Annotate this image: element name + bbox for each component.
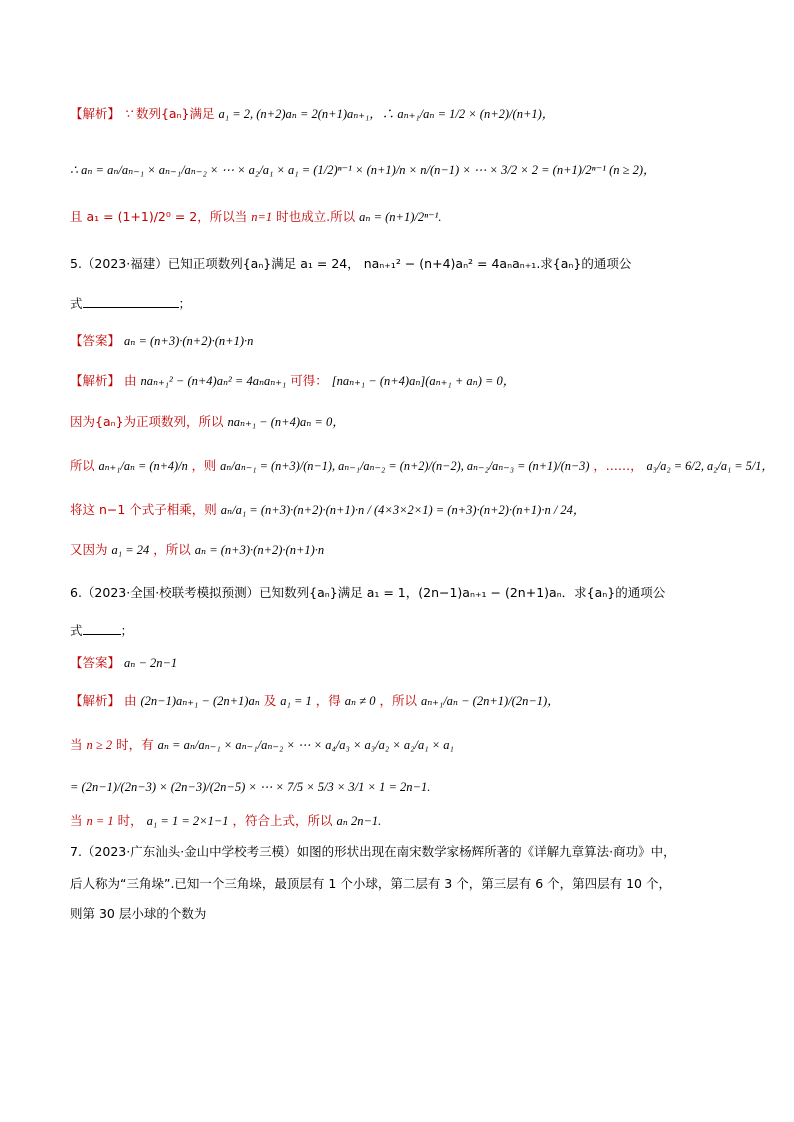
q6-s2-c: 时，有 bbox=[116, 737, 154, 752]
q6-s1-e: ，得 bbox=[315, 693, 341, 708]
q6-s4-a: 当 bbox=[70, 813, 83, 828]
q5-answer: aₙ = (n+3)·(n+2)·(n+1)·n bbox=[124, 334, 254, 348]
p4-line-2 bbox=[70, 160, 656, 180]
q5-s3-formula-d: aₙ/aₙ₋₁ = (n+3)/(n−1), aₙ₋₁/aₙ₋₂ = (n+2)/(n−2), aₙ₋₂/aₙ₋₃ = (n+1)/(n−3) bbox=[220, 459, 590, 473]
q6-s2-a: 当 bbox=[70, 737, 83, 752]
q6-s1-d: a₁ = 1 bbox=[280, 694, 312, 708]
q5-stem-line-2 bbox=[70, 294, 191, 314]
q5-solution-line-2 bbox=[70, 412, 345, 432]
q6-answer-blank bbox=[83, 622, 121, 635]
q5-s3-ellipsis: ，……， bbox=[593, 458, 643, 473]
q6-answer: aₙ − 2n−1 bbox=[124, 656, 178, 670]
q6-s4-c: 时， bbox=[117, 813, 143, 828]
q5-s1-text-c: 可得： bbox=[290, 373, 328, 388]
p4-product-formula: ∴ aₙ = aₙ/aₙ₋₁ × aₙ₋₁/aₙ₋₂ × ⋯ × a₂/a₁ × a₁ = (1/2)ⁿ⁻¹ × (n+1)/n × n/(n−1) × ⋯ × 3/2 × 2 = (n+1)/2ⁿ⁻¹ (n ≥ 2)， bbox=[70, 163, 656, 177]
q6-s4-b: n = 1 bbox=[86, 814, 114, 828]
q5-solution-line-1 bbox=[70, 371, 515, 391]
q6-s4-e: ，符合上式，所以 bbox=[232, 813, 333, 828]
q5-s5-text-a: 又因为 bbox=[70, 542, 108, 557]
analysis-tag: 【解析】 bbox=[70, 106, 121, 121]
p4-line-3 bbox=[70, 207, 442, 227]
p4-conclusion-n1: n=1 bbox=[251, 210, 273, 224]
analysis-tag: 【解析】 bbox=[70, 693, 121, 708]
q6-s1-g: ，所以 bbox=[379, 693, 417, 708]
q5-s2-formula: naₙ₊₁ − (n+4)aₙ = 0， bbox=[227, 415, 345, 429]
q6-solution-line-2 bbox=[70, 735, 454, 755]
q5-solution-line-3 bbox=[70, 456, 774, 476]
q6-s4-d: a₁ = 1 = 2×1−1 bbox=[146, 814, 229, 828]
q6-s1-a: 由 bbox=[124, 693, 137, 708]
q6-s1-c: 及 bbox=[263, 693, 277, 708]
q5-solution-line-5 bbox=[70, 540, 324, 560]
q6-stem-line-1: 6.（2023·全国·校联考模拟预测）已知数列{aₙ}满足 a₁ = 1，(2n−1)aₙ₊₁ − (2n+1)aₙ．求{aₙ}的通项公 bbox=[70, 585, 666, 600]
q6-stem-line-2 bbox=[70, 621, 133, 641]
p4-given-formula: a₁ = 2, (n+2)aₙ = 2(n+1)aₙ₊₁，∴ aₙ₊₁/aₙ = 1/2 × (n+2)/(n+1)， bbox=[218, 107, 555, 121]
q6-solution-line-3 bbox=[70, 777, 430, 797]
p4-conclusion-formula: aₙ = (n+1)/2ⁿ⁻¹. bbox=[359, 210, 442, 224]
q5-answer-blank bbox=[83, 295, 179, 308]
q5-s4-formula: aₙ/a₁ = (n+3)·(n+2)·(n+1)·n / (4×3×2×1) = (n+3)·(n+2)·(n+1)·n / 24， bbox=[220, 503, 586, 517]
answer-tag: 【答案】 bbox=[70, 655, 121, 670]
q5-s3-text-c: ，则 bbox=[191, 458, 217, 473]
q5-answer-line bbox=[70, 331, 253, 351]
q6-answer-line bbox=[70, 653, 177, 673]
q6-solution-line-1 bbox=[70, 691, 560, 711]
answer-tag: 【答案】 bbox=[70, 333, 121, 348]
q5-s3-formula-b: aₙ₊₁/aₙ = (n+4)/n bbox=[98, 459, 188, 473]
p4-line-1 bbox=[70, 104, 554, 124]
q6-s2-d: aₙ = aₙ/aₙ₋₁ × aₙ₋₁/aₙ₋₂ × ⋯ × a₄/a₃ × a₃/a₂ × a₂/a₁ × a₁ bbox=[157, 738, 454, 752]
q5-s5-text-c: ，所以 bbox=[153, 542, 191, 557]
q5-s2-text: 因为{aₙ}为正项数列，所以 bbox=[70, 414, 224, 429]
q6-s3: = (2n−1)/(2n−3) × (2n−3)/(2n−5) × ⋯ × 7/5 × 5/3 × 3/1 × 1 = 2n−1. bbox=[70, 780, 431, 794]
q5-stem-shi: 式 bbox=[70, 296, 83, 311]
q5-s3-formula-f: a₃/a₂ = 6/2, a₂/a₁ = 5/1， bbox=[646, 459, 774, 473]
q6-s1-h: aₙ₊₁/aₙ − (2n+1)/(2n−1)， bbox=[420, 694, 560, 708]
q6-stem-shi: 式 bbox=[70, 623, 83, 638]
q5-solution-line-4 bbox=[70, 500, 585, 520]
q5-s5-formula-b: a₁ = 24 bbox=[111, 543, 150, 557]
q5-s1-formula-b: naₙ₊₁² − (n+4)aₙ² = 4aₙaₙ₊₁ bbox=[140, 374, 287, 388]
q5-s1-text-a: 由 bbox=[124, 373, 137, 388]
q6-s2-b: n ≥ 2 bbox=[86, 738, 113, 752]
p4-given-text: 数列{aₙ}满足 bbox=[135, 106, 215, 121]
analysis-tag: 【解析】 bbox=[70, 373, 121, 388]
q7-stem-line-1: 7.（2023·广东汕头·金山中学校考三模）如图的形状出现在南宋数学家杨辉所著的《详解九章算法·商功》中， bbox=[70, 844, 676, 859]
q5-s4-text: 将这 n−1 个式子相乘，则 bbox=[70, 502, 217, 517]
because-symbol: ∵ bbox=[124, 107, 132, 121]
q5-stem-end: ； bbox=[178, 296, 192, 311]
q6-s4-f: aₙ 2n−1. bbox=[336, 814, 382, 828]
q7-stem-line-3: 则第 30 层小球的个数为 bbox=[70, 906, 207, 921]
q5-s3-text-a: 所以 bbox=[70, 458, 95, 473]
q6-s1-b: (2n−1)aₙ₊₁ − (2n+1)aₙ bbox=[140, 694, 260, 708]
q6-s1-f: aₙ ≠ 0 bbox=[344, 694, 376, 708]
q5-s5-formula-d: aₙ = (n+3)·(n+2)·(n+1)·n bbox=[194, 543, 325, 557]
p4-conclusion-c: 时也成立.所以 bbox=[276, 209, 356, 224]
q6-solution-line-4 bbox=[70, 811, 381, 831]
p4-conclusion-a: 且 a₁ = (1+1)/2⁰ = 2，所以当 bbox=[70, 209, 248, 224]
q6-stem-end: ； bbox=[120, 623, 134, 638]
q7-stem-line-2: 后人称为“三角垛”.已知一个三角垛，最顶层有 1 个小球，第二层有 3 个，第三层有 6 个，第四层有 10 个， bbox=[70, 876, 671, 891]
q5-stem-line-1: 5.（2023·福建）已知正项数列{aₙ}满足 a₁ = 24， naₙ₊₁² − (n+4)aₙ² = 4aₙaₙ₊₁.求{aₙ}的通项公 bbox=[70, 256, 632, 271]
q5-s1-formula-d: [naₙ₊₁ − (n+4)aₙ](aₙ₊₁ + aₙ) = 0， bbox=[331, 374, 516, 388]
